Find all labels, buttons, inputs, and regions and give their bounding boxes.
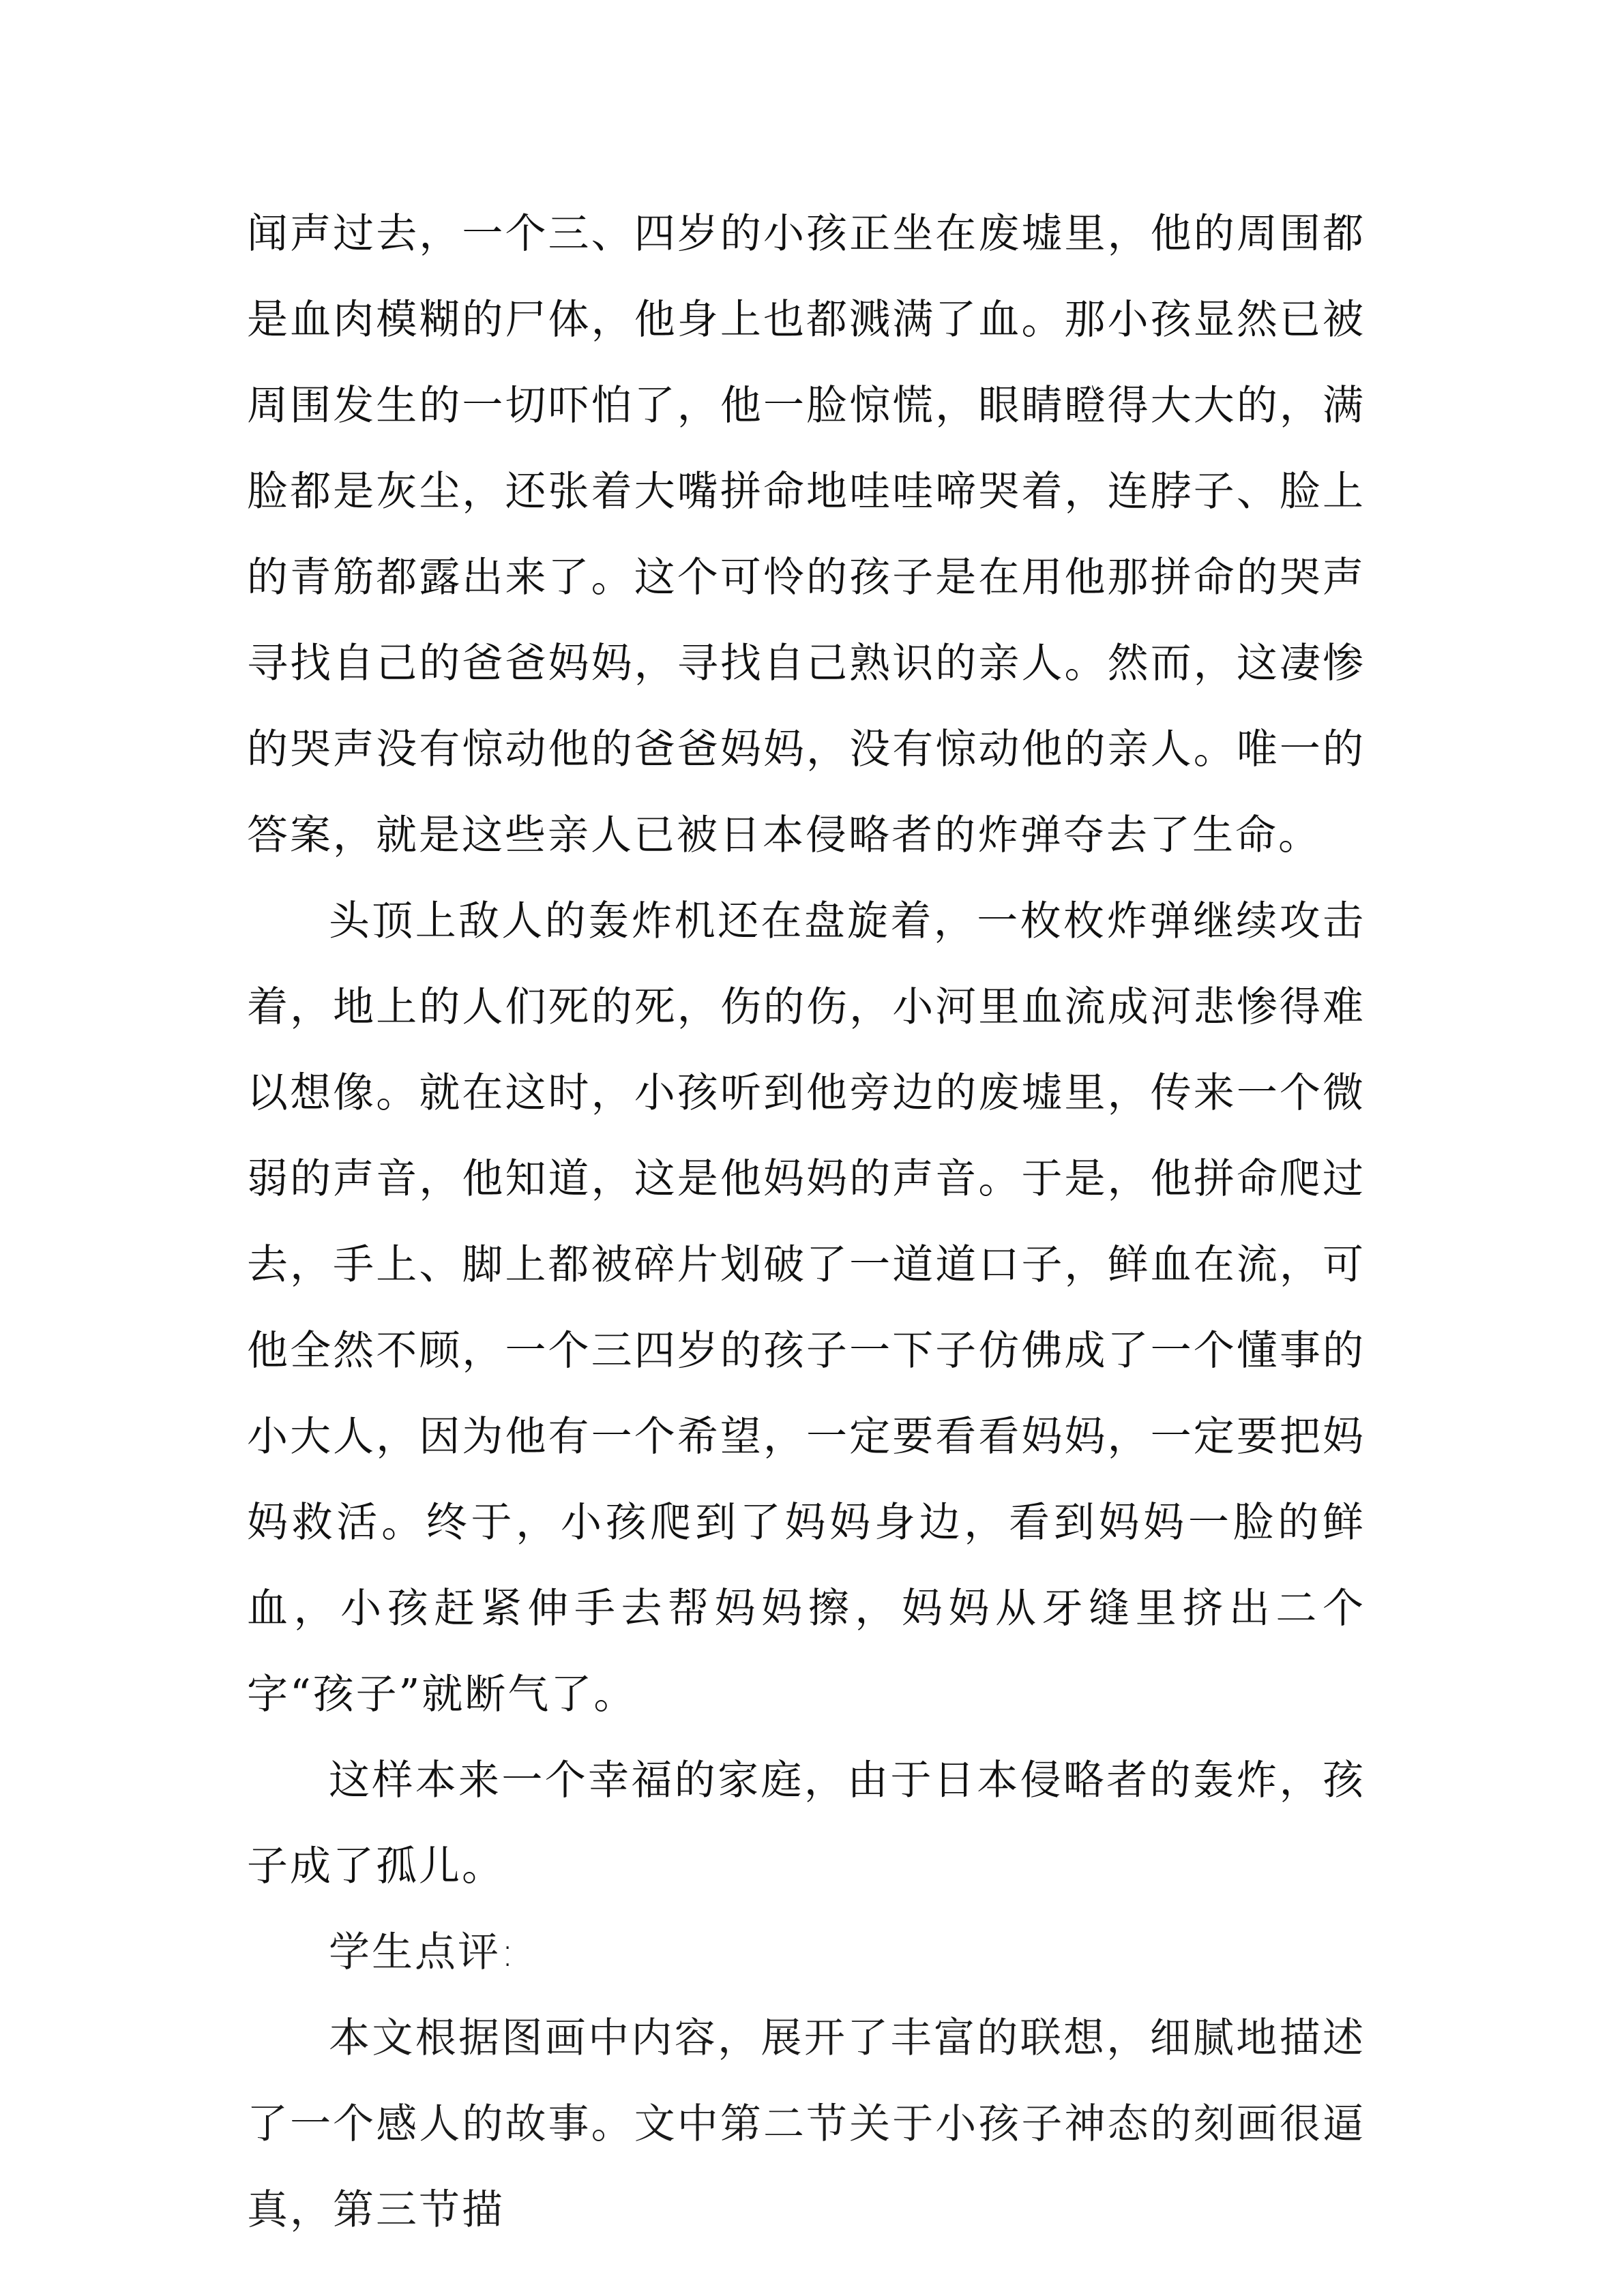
student-comment-text: 本文根据图画中内容，展开了丰富的联想，细腻地描述了一个感人的故事。文中第二节关于小孩子神态的刻画很逼真，第三节描 bbox=[247, 2014, 1365, 2234]
paragraph-bombing: 头顶上敌人的轰炸机还在盘旋着，一枚枚炸弹继续攻击着，地上的人们死的死，伤的伤，小河里血流成河悲惨得难以想像。就在这时，小孩听到他旁边的废墟里，传来一个微弱的声音，他知道，这是他妈妈的声音。于是，他拼命爬过去，手上、脚上都被碎片划破了一道道口子，鲜血在流，可他全然不顾，一个三四岁的孩子一下子仿佛成了一个懂事的小大人，因为他有一个希望，一定要看看妈妈，一定要把妈妈救活。终于，小孩爬到了妈妈身边，看到妈妈一脸的鲜血，小孩赶紧伸手去帮妈妈擦，妈妈从牙缝里挤出二个字“孩子”就断气了。 bbox=[247, 897, 1365, 1718]
paragraph-continuation: 闻声过去，一个三、四岁的小孩正坐在废墟里，他的周围都是血肉模糊的尸体，他身上也都溅满了血。那小孩显然已被周围发生的一切吓怕了，他一脸惊慌，眼睛瞪得大大的，满脸都是灰尘，还张着大嘴拼命地哇哇啼哭着，连脖子、脸上的青筋都露出来了。这个可怜的孩子是在用他那拼命的哭声寻找自己的爸爸妈妈，寻找自己熟识的亲人。然而，这凄惨的哭声没有惊动他的爸爸妈妈，没有惊动他的亲人。唯一的答案，就是这些亲人已被日本侵略者的炸弹夺去了生命。 bbox=[247, 210, 1365, 859]
paragraph-conclusion: 这样本来一个幸福的家庭，由于日本侵略者的轰炸，孩子成了孤儿。 bbox=[247, 1757, 1365, 1890]
document-body bbox=[247, 191, 1365, 2253]
student-comment-label: 学生点评: bbox=[329, 1928, 517, 1976]
